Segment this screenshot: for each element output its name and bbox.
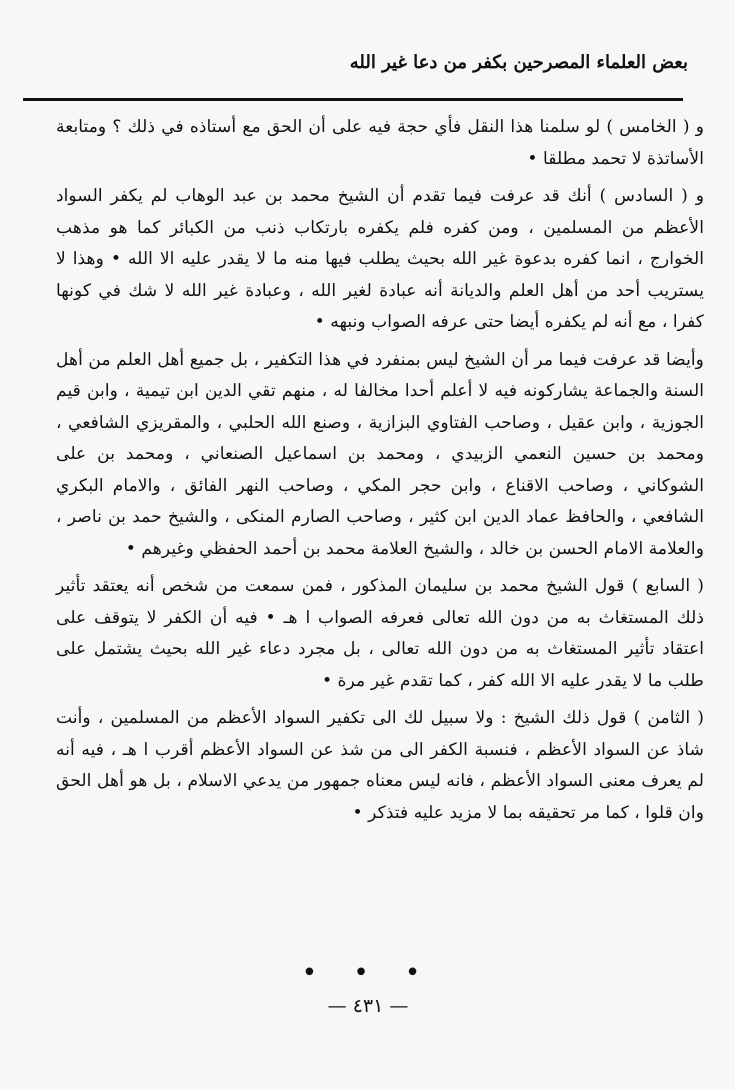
header-rule [23,98,683,101]
body-text [56,112,704,835]
paragraph-sixth: و ( السادس ) أنك قد عرفت فيما تقدم أن الشيخ محمد بن عبد الوهاب لم يكفر السواد الأعظم من المسلمين ، ومن كفره فلم يكفره بارتكاب ذنب من الكبائر كما هو مذهب الخوارج ، انما كفره بدعوة غير الله بحيث يطلب فيها منه ما لا يقدر عليه الا الله • وهذا لا يستريب أحد من أهل العلم والديانة أنه عبادة لغير الله ، وعبادة غير الله لا شك في كونها كفرا ، مع أنه لم يكفره أيضا حتى عرفه الصواب ونبهه • [56,186,704,332]
paragraph-seventh: ( السابع ) قول الشيخ محمد بن سليمان المذكور ، فمن سمعت من شخص أنه يعتقد تأثير ذلك المستغاث به من دون الله تعالى فعرفه الصواب ا هـ • فيه أن الكفر لا يتوقف على اعتقاد تأثير المستغاث به من دون الله تعالى ، بل مجرد دعاء غير الله بحيث يشتمل على طلب ما لا يقدر عليه الا الله كفر ، كما تقدم غير مرة • [56,576,704,691]
running-header: بعض العلماء المصرحين بكفر من دعا غير الله [349,52,688,73]
paragraph-eighth: ( الثامن ) قول ذلك الشيخ : ولا سبيل لك الى تكفير السواد الأعظم من المسلمين ، وأنت شاذ عن السواد الأعظم ، فنسبة الكفر الى من شذ عن السواد الأعظم أقرب ا هـ ، فيه أنه لم يعرف معنى السواد الأعظم ، فانه ليس معناه جمهور من يدعي الاسلام ، بل هو أهل الحق وان قلوا ، كما مر تحقيقه بما لا مزيد عليه فتذكر • [56,708,704,823]
book-page [18,0,718,1090]
page-number: — ٤٣١ — [327,995,409,1017]
section-ornament: • • • [301,958,435,988]
paragraph-also: وأيضا قد عرفت فيما مر أن الشيخ ليس بمنفرد في هذا التكفير ، بل جميع أهل العلم من أهل السنة والجماعة يشاركونه فيه لا أعلم أحدا مخالفا له ، منهم تقي الدين ابن تيمية ، وابن قيم الجوزية ، وابن عقيل ، وصاحب الفتاوي البزازية ، وصنع الله الحلبي ، والمقريزي الشافعي ، ومحمد بن حسين النعمي الزبيدي ، ومحمد بن اسماعيل الصنعاني ، ومحمد بن على الشوكاني ، وصاحب الاقناع ، وابن حجر المكي ، وصاحب النهر الفائق ، والامام البكري الشافعي ، والحافظ عماد الدين ابن كثير ، وصاحب الصارم المنكى ، والشيخ حمد بن ناصر ، والعلامة الامام الحسن بن خالد ، والشيخ العلامة محمد بن أحمد الحفظي وغيرهم • [56,349,704,559]
paragraph-fifth: و ( الخامس ) لو سلمنا هذا النقل فأي حجة فيه على أن الحق مع أستاذه في ذلك ؟ ومتابعة الأساتذة لا تحمد مطلقا • [56,117,704,169]
